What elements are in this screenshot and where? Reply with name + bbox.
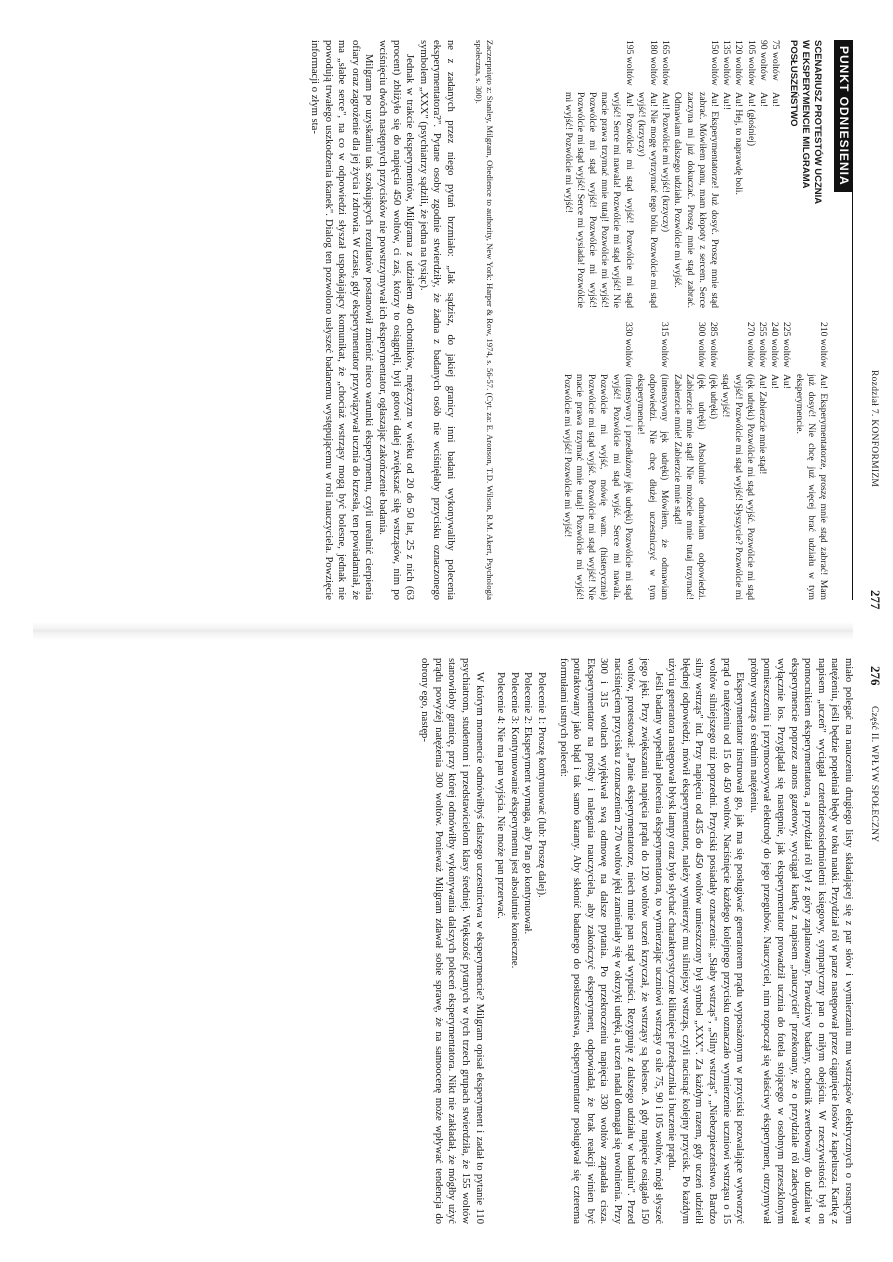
- scenario-entry: [780, 322, 792, 600]
- page-number-right: 277: [868, 590, 883, 610]
- scenario-list-left: [561, 40, 781, 308]
- scenario-entry: [561, 40, 634, 308]
- scenario-entry: [744, 40, 756, 308]
- scenario-title: SCENARIUSZ PROTESTÓW UCZNIA W EKSPERYMENCIE MILGRAMA POSŁUSZEŃSTWO: [788, 40, 823, 205]
- sidebar-box: [834, 40, 853, 600]
- scenario-entry: [720, 40, 732, 308]
- scenario-entry: [659, 40, 671, 308]
- paragraph: ne z zadanych przez niego pytań brzmiało: „Jak sądzisz, do jakiej granicy inni badani wykonywaliby polecenia eksperymentatora?". Pytane osoby zgodnie stwierdziły, że żadna z badanych osób nie wciśnięłaby przycisku oznaczonego symbolem „XXX" (psychiatrzy sądzili, że jedna na tysiąc).: [417, 40, 456, 600]
- scenario-entry: [792, 322, 829, 600]
- voltage-label: 75 woltów: [770, 40, 781, 81]
- voltage-label: 315 woltów: [659, 322, 671, 368]
- command-4: Polecenie 4: Nie ma pan wyjścia. Nie może pan przerwać.: [495, 672, 507, 919]
- protest-text: Au! (głośniej): [745, 92, 757, 147]
- paragraph: Milgram po uzyskaniu tak szokujących rezultatów postanowił zmienić nieco warunki eksperymentu, czyli urealnić cierpienia ofiary oraz zagrożenie dla jej życia i zdrowia. W czasie, gdy eksperymentator przywiązywał ucznia do krzesła, ten powiadamiał, że ma „słabe serce", na co w odpowiedzi słyszał uspokajający komunikat, że „chociaż wstrząsy mogą być bolesne, jednak nie powodują trwałego uszkodzenia tkanek". Dialog ten pozwolono usłyszeć badanemu występującemu w roli nauczyciela. Powzięcie informacji o złym sta-: [309, 40, 375, 600]
- left-page-body: [418, 658, 855, 1224]
- protest-text: Au!! Pozwólcie mi wyjść! (krzyczy): [660, 92, 672, 233]
- voltage-label: 195 woltów: [623, 40, 635, 86]
- command-3: Polecenie 3: Kontynuowanie eksperymentu jest absolutnie konieczne.: [508, 672, 520, 969]
- protest-text: Au!!: [721, 92, 733, 111]
- paragraph: Jednak w trakcie eksperymentów, Milgrama z udziałem 40 ochotników, mężczyzn w wieku od 20 do 50 lat, 25 z nich (63 procent) zbliżyło się do napięcia 450 woltów, ci zaś, którzy to osiągnęli, byli gotowi dalej zwiększać siłę wstrząsów, nim po wciśnięciu dwóch następnych przycisków nie powstrzymywał ich eksperymentator, ogłaszając zakończenie badania.: [377, 40, 416, 600]
- running-head-right: Rozdział 7. KONFORMIZM: [869, 370, 879, 488]
- scenario-entry: [757, 40, 769, 308]
- protest-text: Au! Eksperymentatorze, proszę mnie stąd zabrać! Mam już dosyć! Nie chcę już więcej brać udziału w tym eksperymencie.: [793, 374, 829, 600]
- protest-text: (jęk udręki): [708, 374, 720, 420]
- paragraph: W którym momencie odmówiłbyś dalszego uczestnictwa w eksperymencie? Milgram opisał eksperyment i zadał to pytanie 110 psychiatrom, studentom i przedstawicielom klasy średniej. Większość pytanych w tych trzech grupach stwierdziła, że 155 woltów stanowiłoby granicę, przy której odmówiłby wykonywania dalszych poleceń eksperymentatora. Nikt nie zakładał, że mógłby użyć prądu powyżej natężenia 300 woltów. Ponieważ Milgram zdawał sobie sprawę, że na samoocenę może wpływać tendencja do obrony ego, następ-: [419, 658, 485, 1224]
- running-head-left: Część II. WPŁYW SPOŁECZNY: [869, 706, 879, 843]
- voltage-label: 180 woltów: [647, 40, 659, 86]
- page-276: [0, 632, 893, 1262]
- voltage-label: 240 woltów: [769, 322, 781, 368]
- paragraph: Eksperymentator instruował go, jak ma się posługiwać generatorem prądu wyposażonym w przyciski pozwalające wytworzyć prąd o natężeniu od 15 do 450 woltów. Naciśnięcie każdego kolejnego przycisku oznaczało wymierzenie uczniowi wstrząsu o 15 woltów silniejszego niż poprzedni. Przyciski posiadały oznaczenia: „Słaby wstrząs", „Silny wstrząs", „Niebezpieczeństwo. Bardzo silny wstrząs" itd. Przy napięciu od 435 do 450 woltów umieszczony był symbol „XXX". Za każdym razem, gdy uczeń udzielił błędnej odpowiedzi, mówił eksperymentator, należy wymierzyć mu silniejszy wstrząs, czyli nacisnąć kolejny przycisk. Po każdym użyciu generatora następował błysk lampy oraz było słychać charakterystyczne kliknięcie przełącznika i buczenie prądu.: [666, 658, 746, 1224]
- protest-text: Au! Hej, to naprawdę boli.: [733, 92, 745, 195]
- paragraph: miało polegać na nauczeniu drugiego listy składającej się z par słów i wymierzaniu mu wstrząsów elektrycznych o rosnącym natężeniu, jeśli będzie popełniał błędy w toku nauki. Przydział ról w parze następował przez ciągnięcie losów z kapelusza. Kartkę z napisem „uczeń" wyciągał czterdziestosiedmioletni księgowy, sympatyczny pan o miłym obejściu. W rzeczywistości był on pomocnikiem eksperymentatora, a przydział ról był z góry zaplanowany. Prawdziwy badany, ochotnik zwerbowany do udziału w eksperymencie poprzez anons gazetowy, wyciągał kartkę z napisem „nauczyciel" przekonany, że o przydziale ról zadecydował wyłącznie los. Przyglądał się następnie, jak eksperymentator prowadził ucznia do fotela stojącego w osobnym przeszklonym pomieszczeniu i przymocowywał elektrody do jego przegubów. Nauczyciel, nim rozpoczął się właściwy eksperyment, otrzymywał próbny wstrząs o średnim natężeniu.: [747, 658, 854, 1224]
- protest-text: (intensywny jęk udręki) Mówiłem, że odmawiam odpowiedzi. Nie chcę dłużej uczestniczyć w tym eksperymencie!: [634, 374, 671, 600]
- voltage-label: 135 woltów: [721, 40, 733, 86]
- protest-text: Au! Zabierzcie mnie stąd!: [756, 374, 768, 475]
- box-heading: PUNKT ODNIESIENIA: [834, 40, 852, 192]
- protest-text: (jęk udręki) Pozwólcie mi stąd wyjść. Pozwólcie mi stąd wyjść! Pozwólcie mi stąd wyjść! Słyszycie? Pozwólcie mi stąd wyjść!: [720, 374, 756, 600]
- protest-text: (jęk udręki) Absolutnie odmawiam odpowiedzi. Zabierzcie mnie stąd! Nie możecie mnie tutaj trzymać! Zabierzcie mnie! Zabierzcie mnie stąd!: [671, 374, 707, 600]
- scenario-entry: [670, 322, 707, 600]
- protest-text: Au!: [770, 92, 781, 107]
- voltage-label: 90 woltów: [757, 40, 769, 81]
- voltage-label: 330 woltów: [622, 322, 634, 368]
- voltage-label: 285 woltów: [708, 322, 720, 368]
- scenario-entry: [635, 40, 659, 308]
- paragraph: Jeśli badany wypełniał polecenia eksperymentatora, to wymierzając uczniowi wstrząsy o sile 75, 90 i 105 woltów, mógł słyszeć jego jęki. Przy zwiększaniu napięcia prądu do 120 woltów uczeń krzyczał, że wstrząsy są bolesne. A gdy napięcie osiągało 150 woltów, protestował: „Panie eksperymentatorze, niech mnie pan stąd wypuści. Rezygnuję z dalszego udziału w badaniu". Przed naciśnięciem przycisku z oznaczeniem 270 woltów jęki zamieniały się w okrzyki udręki, a uczeń nadal domagał się uwolnienia. Przy 300 i 315 woltach wyjękiwał swą odmowę na dalsze pytania. Po przekroczeniu napięcia 330 woltów zapadała cisza. Eksperymentator na prośby i nalegania nauczyciela, aby zakończyć eksperyment, odpowiadał, że brak reakcji winien być potraktowany jako błąd i tak samo karany. Aby skłonić badanego do posłuszeństwa, eksperymentator posługiwał się czterema formułami ustnych poleceń:: [557, 658, 664, 1224]
- scenario-entry: [671, 40, 720, 308]
- protest-text: Au! Nie mogę wytrzymać tego bólu. Pozwólcie mi stąd wyjść! (krzyczy): [635, 92, 659, 308]
- voltage-label: 105 woltów: [745, 40, 757, 86]
- scenario-column-right: [561, 322, 829, 600]
- source-note-block: [473, 40, 505, 600]
- voltage-label: 255 woltów: [756, 322, 768, 368]
- scenario-entry: [756, 322, 768, 600]
- scenario-entry: [634, 322, 671, 600]
- scenario-entry: [768, 322, 780, 600]
- protest-text: Au!: [781, 374, 793, 389]
- scenario-entry: [719, 322, 756, 600]
- page-277: [0, 0, 893, 630]
- voltage-label: 270 woltów: [744, 322, 756, 368]
- right-page-body: [307, 40, 457, 600]
- protest-text: Au! Pozwólcie mi stąd wyjść! Pozwólcie mi stąd wyjść! Serce mi nawala! Pozwólcie mi stąd wyjść! Nie macie prawa trzymać mnie tutaj! Pozwólcie mi wyjść! Pozwólcie mi stąd wyjść! Pozwólcie mi wyjść! Pozwólcie mi stąd wyjść! Serce mi wysiada! Pozwólcie mi wyjść! Pozwólcie mi wyjść!: [562, 92, 635, 308]
- protest-text: Au!: [769, 374, 781, 389]
- voltage-label: 225 woltów: [781, 322, 793, 368]
- protest-text: (intensywny i przedłużony jęk udręki) Pozwólcie mi stąd wyjść! Pozwólcie mi stąd wyjść. Serce mi nawala. Pozwólcie mi wyjść, mówię wam. (histerycznie) Pozwólcie mi stąd wyjść. Pozwólcie mi stąd wyjść! Nie macie prawa trzymać mnie tutaj! Pozwólcie mi wyjść! Pozwólcie mi wyjść! Pozwólcie mi wyjść!: [561, 374, 634, 600]
- scenario-entry: [769, 40, 781, 308]
- command-2: Polecenie 2: Eksperyment wymaga, aby Pan go kontynuował.: [522, 672, 534, 935]
- scenario-entry: [707, 322, 719, 600]
- command-1: Polecenie 1: Proszę kontynuować (lub: Proszę dalej).: [535, 672, 547, 898]
- scenario-column-left: [561, 40, 829, 308]
- scenario-list-right: [561, 322, 829, 600]
- page-number-left: 276: [868, 666, 883, 686]
- voltage-label: 165 woltów: [660, 40, 672, 86]
- voltage-label: 120 woltów: [733, 40, 745, 86]
- protest-text: Au! Eksperymentatorze! Już dosyć. Proszę mnie stąd zabrać. Mówiłem panu, mam kłopoty z sercem. Serce zaczyna mi już dokuczać. Proszę mnie stąd zabrać. Odmawiam dalszego udziału. Pozwólcie mi wyjść.: [672, 92, 720, 308]
- source-note: Zaczerpnięto z: Stanley, Milgram, Obedience to authority, New York: Harper & Row, 1974, s. 56-57. (Cyt. za: E. Aronson, T.D. Wilson, R.M. Akert, Psychologia społeczna, s. 300).: [474, 40, 495, 600]
- protest-text: Au!: [757, 92, 769, 107]
- voltage-label: 210 woltów: [818, 322, 829, 368]
- voltage-label: 300 woltów: [695, 322, 707, 368]
- scenario-entry: [732, 40, 744, 308]
- scenario-entry: [561, 322, 634, 600]
- voltage-label: 150 woltów: [708, 40, 720, 86]
